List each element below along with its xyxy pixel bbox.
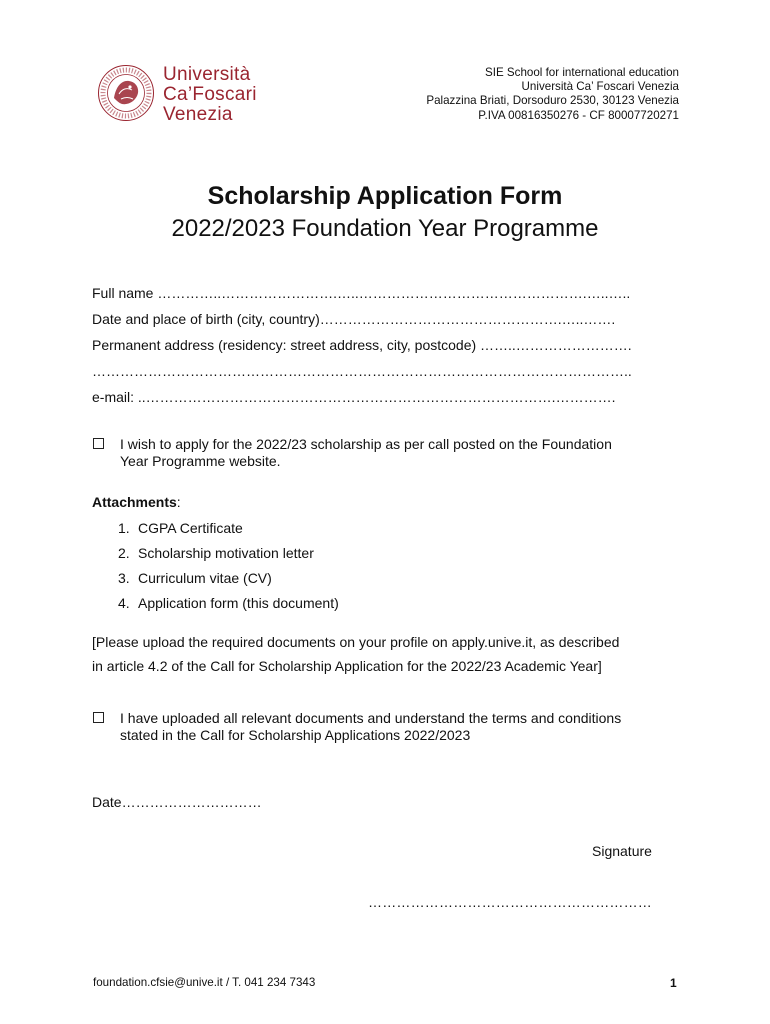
- permanent-address-continued-field[interactable]: ……………………………………………………………………………………………………..: [92, 363, 632, 379]
- applicant-fields: [92, 282, 682, 412]
- permanent-address-field[interactable]: Permanent address (residency: street address, city, postcode) ……..…………………….: [92, 337, 632, 353]
- signature-label: Signature: [592, 843, 652, 859]
- header-line-3: Palazzina Briati, Dorsoduro 2530, 30123 Venezia: [426, 94, 679, 108]
- apply-checkbox-label: [120, 436, 612, 470]
- footer-contact: foundation.cfsie@unive.it / T. 041 234 7343: [93, 976, 316, 989]
- university-name-line-1: Università: [163, 64, 251, 85]
- birth-date-place-field[interactable]: Date and place of birth (city, country)…………………………………………….…..…….: [92, 311, 616, 327]
- university-logo: [97, 64, 257, 126]
- attachments-heading-text: Attachments: [92, 494, 177, 510]
- header-line-2: Università Ca’ Foscari Venezia: [521, 80, 679, 94]
- full-name-field[interactable]: Full name …………..…………………….…..………………………………………….…..…..: [92, 285, 631, 301]
- page-title: Scholarship Application Form: [207, 182, 563, 210]
- header-address: [426, 66, 679, 123]
- attachments-heading-colon: :: [176, 494, 181, 510]
- university-seal-icon: [97, 64, 155, 122]
- university-name: [163, 65, 257, 125]
- attachments-heading: [92, 493, 181, 511]
- checkbox-icon[interactable]: [93, 712, 104, 723]
- confirm-checkbox-label-line-1: I have uploaded all relevant documents and understand the terms and conditions: [120, 710, 622, 726]
- list-item: [92, 519, 339, 544]
- upload-note-line-1: [Please upload the required documents on your profile on apply.unive.it, as described: [92, 634, 620, 650]
- email-field[interactable]: e-mail: ..…………………………………………………………………………….………….: [92, 389, 616, 405]
- list-item: [92, 569, 339, 594]
- confirm-checkbox-label: [120, 710, 621, 744]
- list-item-number: 4.: [118, 595, 130, 611]
- signature-field[interactable]: ……………………………………………………: [368, 894, 652, 910]
- header-line-4: P.IVA 00816350276 - CF 80007720271: [478, 108, 679, 122]
- university-name-line-3: Venezia: [163, 104, 233, 125]
- apply-checkbox-row[interactable]: [93, 436, 693, 472]
- page-subtitle: 2022/2023 Foundation Year Programme: [171, 215, 599, 242]
- list-item-label: Curriculum vitae (CV): [138, 570, 272, 586]
- upload-note-line-2: in article 4.2 of the Call for Scholarship Application for the 2022/23 Academic Year]: [92, 658, 602, 674]
- list-item: [92, 594, 339, 619]
- upload-note: [92, 630, 692, 678]
- confirm-checkbox-row[interactable]: [93, 710, 693, 746]
- list-item-label: CGPA Certificate: [138, 520, 243, 536]
- title-block: [0, 181, 770, 244]
- page-number: 1: [670, 976, 677, 990]
- checkbox-icon[interactable]: [93, 438, 104, 449]
- apply-checkbox-label-line-1: I wish to apply for the 2022/23 scholarship as per call posted on the Foundation: [120, 436, 612, 452]
- date-field[interactable]: Date…………………………: [92, 794, 262, 810]
- confirm-checkbox-label-line-2: stated in the Call for Scholarship Applications 2022/2023: [120, 727, 471, 743]
- list-item-number: 2.: [118, 545, 130, 561]
- list-item-number: 3.: [118, 570, 130, 586]
- apply-checkbox-label-line-2: Year Programme website.: [120, 453, 281, 469]
- list-item-label: Scholarship motivation letter: [138, 545, 314, 561]
- list-item: [92, 544, 339, 569]
- university-name-line-2: Ca’Foscari: [163, 84, 257, 105]
- header-line-1: SIE School for international education: [485, 66, 679, 79]
- attachments-list: [92, 519, 339, 619]
- list-item-number: 1.: [118, 520, 130, 536]
- list-item-label: Application form (this document): [138, 595, 339, 611]
